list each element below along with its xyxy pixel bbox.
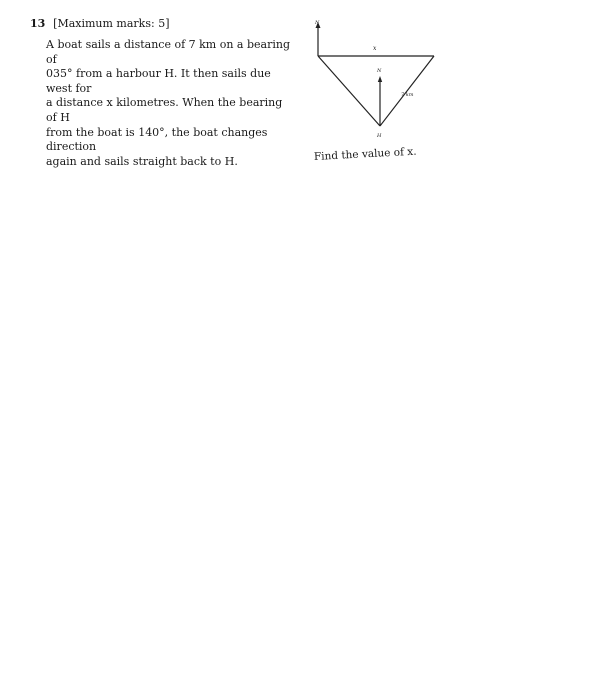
find-x-prompt: Find the value of x. bbox=[313, 145, 417, 163]
question-marks: [Maximum marks: 5] bbox=[53, 17, 170, 30]
inner-north-arrow-head bbox=[378, 76, 382, 82]
question-line: 035° from a harbour H. It then sails due west for bbox=[46, 67, 271, 95]
return-leg bbox=[318, 56, 380, 126]
question-line: again and sails straight back to H. bbox=[46, 154, 238, 168]
question-line: A boat sails a distance of 7 km on a bearing of bbox=[46, 38, 290, 66]
side-label-7km: 7 km bbox=[401, 92, 414, 98]
question-text bbox=[46, 38, 291, 169]
x-label: x bbox=[373, 45, 377, 52]
harbour-label: H bbox=[377, 133, 382, 139]
question-header bbox=[30, 17, 169, 30]
question-number: 13 bbox=[30, 17, 46, 30]
north-label-top: N bbox=[315, 20, 320, 26]
first-leg-7km bbox=[380, 56, 434, 126]
question-line: a distance x kilometres. When the bearing of H bbox=[46, 96, 283, 124]
bearing-diagram bbox=[296, 14, 466, 154]
question-line: from the boat is 140°, the boat changes direction bbox=[46, 125, 268, 154]
north-label-inner: N bbox=[377, 68, 382, 74]
